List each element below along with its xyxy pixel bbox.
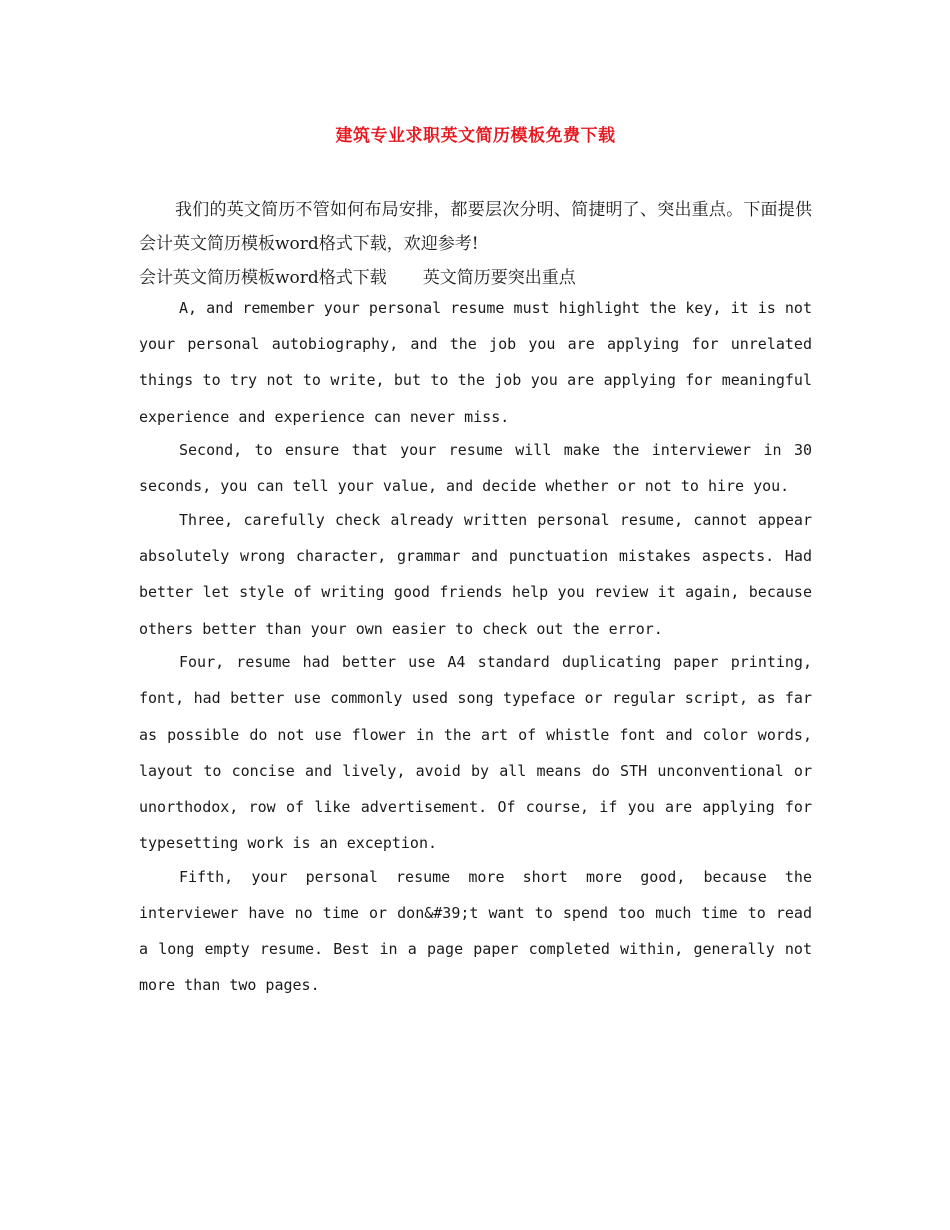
subheading-left: 会计英文简历模板word格式下载 [139,268,387,288]
intro-section [139,193,812,295]
body-paragraph-1: A, and remember your personal resume must highlight the key, it is not your personal autobiography, and the job you are applying for unrelated things to try not to write, but to the job you are applying for meaningful experience and experience can never miss. [139,299,812,426]
intro-paragraph: 我们的英文简历不管如何布局安排，都要层次分明、简捷明了、突出重点。下面提供会计英文简历模板word格式下载，欢迎参考! [139,200,812,254]
body-paragraph-3: Three, carefully check already written personal resume, cannot appear absolutely wrong character, grammar and punctuation mistakes aspects. Had better let style of writing good friends help you review it again, because others better than your own easier to check out the error. [139,511,812,638]
subheading-right: 英文简历要突出重点 [422,268,576,288]
body-paragraph-5: Fifth, your personal resume more short more good, because the interviewer have no time or don&#39;t want to spend too much time to read a long empty resume. Best in a page paper completed within, generally not more than two pages. [139,867,812,995]
body-paragraph-2: Second, to ensure that your resume will make the interviewer in 30 seconds, you can tell your value, and decide whether or not to hire you. [139,441,812,496]
body-section [139,290,812,1001]
document-title: 建筑专业求职英文简历模板免费下载 [335,126,616,146]
body-paragraph-4: Four, resume had better use A4 standard duplicating paper printing, font, had better use commonly used song typeface or regular script, as far as possible do not use flower in the art of whistle font and color words, layout to concise and lively, avoid by all means do STH unconventional or unorthodox, row of like advertisement. Of course, if you are applying for typesetting work is an exception. [139,653,812,853]
